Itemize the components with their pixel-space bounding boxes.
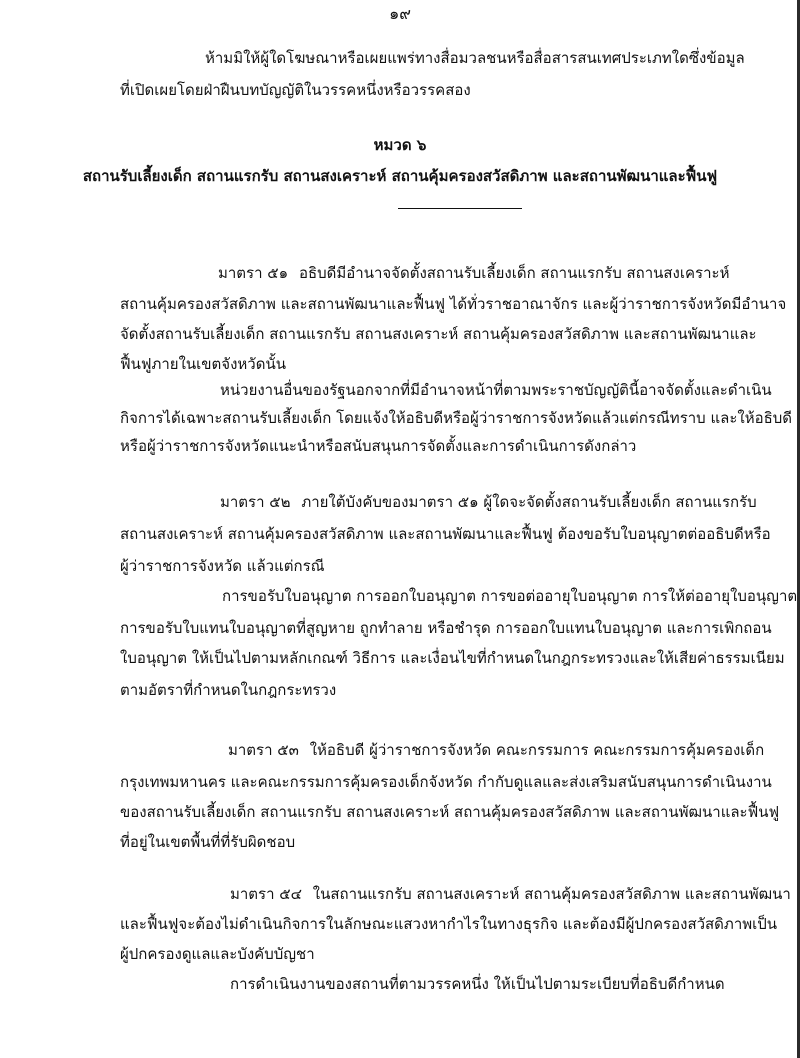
section-54-line-4: การดำเนินงานของสถานที่ตามวรรคหนึ่ง ให้เป็นไปตามระเบียบที่อธิบดีกำหนด <box>230 975 725 993</box>
intro-line-2: ที่เปิดเผยโดยฝ่าฝืนบทบัญญัติในวรรคหนึ่งหรือวรรคสอง <box>120 81 471 99</box>
section-51-first-line <box>218 263 729 283</box>
section-51-line-3: จัดตั้งสถานรับเลี้ยงเด็ก สถานแรกรับ สถานสงเคราะห์ สถานคุ้มครองสวัสดิภาพ และสถานพัฒนาและ <box>120 325 757 343</box>
chapter-title: สถานรับเลี้ยงเด็ก สถานแรกรับ สถานสงเคราะห์ สถานคุ้มครองสวัสดิภาพ และสถานพัฒนาและฟื้นฟู <box>82 167 718 185</box>
section-54-line-2: และฟื้นฟูจะต้องไม่ดำเนินกิจการในลักษณะแสวงหากำไรในทางธุรกิจ และต้องมีผู้ปกครองสวัสดิภาพเป็น <box>120 915 778 933</box>
section-52-line-6: ใบอนุญาต ให้เป็นไปตามหลักเกณฑ์ วิธีการ และเงื่อนไขที่กำหนดในกฎกระทรวงและให้เสียค่าธรรมเนียม <box>120 649 785 667</box>
section-52-label: มาตรา ๕๒ <box>220 493 291 511</box>
intro-line-1: ห้ามมิให้ผู้ใดโฆษณาหรือเผยแพร่ทางสื่อมวลชนหรือสื่อสารสนเทศประเภทใดซึ่งข้อมูล <box>205 49 745 67</box>
section-51-line-7: หรือผู้ว่าราชการจังหวัดแนะนำหรือสนับสนุนการจัดตั้งและการดำเนินการดังกล่าว <box>120 437 637 455</box>
section-52-line-1: ภายใต้บังคับของมาตรา ๕๑ ผู้ใดจะจัดตั้งสถานรับเลี้ยงเด็ก สถานแรกรับ <box>301 493 757 511</box>
section-52-line-4: การขอรับใบอนุญาต การออกใบอนุญาต การขอต่ออายุใบอนุญาต การให้ต่ออายุใบอนุญาต <box>222 587 798 605</box>
section-53-first-line <box>228 740 764 760</box>
section-52-line-2: สถานสงเคราะห์ สถานคุ้มครองสวัสดิภาพ และสถานพัฒนาและฟื้นฟู ต้องขอรับใบอนุญาตต่ออธิบดีหรือ <box>120 525 771 543</box>
section-52-line-3: ผู้ว่าราชการจังหวัด แล้วแต่กรณี <box>120 557 325 575</box>
section-54-label: มาตรา ๕๔ <box>230 885 303 903</box>
section-53-line-2: กรุงเทพมหานคร และคณะกรรมการคุ้มครองเด็กจังหวัด กำกับดูแลและส่งเสริมสนับสนุนการดำเนินงาน <box>120 773 772 791</box>
page-number: ๑๙ <box>389 4 411 23</box>
section-54-first-line <box>230 884 791 904</box>
section-51-line-5: หน่วยงานอื่นของรัฐนอกจากที่มีอำนาจหน้าที่ตามพระราชบัญญัตินี้อาจจัดตั้งและดำเนิน <box>220 381 772 399</box>
section-53-label: มาตรา ๕๓ <box>228 741 299 759</box>
section-51-line-2: สถานคุ้มครองสวัสดิภาพ และสถานพัฒนาและฟื้นฟู ได้ทั่วราชอาณาจักร และผู้ว่าราชการจังหวัดมีอำนาจ <box>120 295 787 313</box>
section-54-line-3: ผู้ปกครองดูแลและบังคับบัญชา <box>120 945 315 963</box>
section-51-line-4: ฟื้นฟูภายในเขตจังหวัดนั้น <box>120 355 286 373</box>
section-51-line-6: กิจการได้เฉพาะสถานรับเลี้ยงเด็ก โดยแจ้งให้อธิบดีหรือผู้ว่าราชการจังหวัดแล้วแต่กรณีทราบ และให้อธิบดี <box>120 409 793 427</box>
section-52-line-7: ตามอัตราที่กำหนดในกฎกระทรวง <box>120 681 337 699</box>
section-52-first-line <box>220 492 757 512</box>
chapter-number: หมวด ๖ <box>373 136 427 154</box>
section-53-line-1: ให้อธิบดี ผู้ว่าราชการจังหวัด คณะกรรมการ คณะกรรมการคุ้มครองเด็ก <box>309 741 765 759</box>
section-51-label: มาตรา ๕๑ <box>218 264 289 282</box>
section-53-line-4: ที่อยู่ในเขตพื้นที่ที่รับผิดชอบ <box>120 833 296 851</box>
section-52-line-5: การขอรับใบแทนใบอนุญาตที่สูญหาย ถูกทำลาย หรือชำรุด การออกใบแทนใบอนุญาต และการเพิกถอน <box>120 619 772 637</box>
section-51-line-1: อธิบดีมีอำนาจจัดตั้งสถานรับเลี้ยงเด็ก สถานแรกรับ สถานสงเคราะห์ <box>298 264 730 282</box>
section-53-line-3: ของสถานรับเลี้ยงเด็ก สถานแรกรับ สถานสงเคราะห์ สถานคุ้มครองสวัสดิภาพ และสถานพัฒนาและฟื้นฟู <box>120 803 780 821</box>
chapter-divider <box>398 208 522 209</box>
section-54-line-1: ในสถานแรกรับ สถานสงเคราะห์ สถานคุ้มครองสวัสดิภาพ และสถานพัฒนา <box>312 885 791 903</box>
